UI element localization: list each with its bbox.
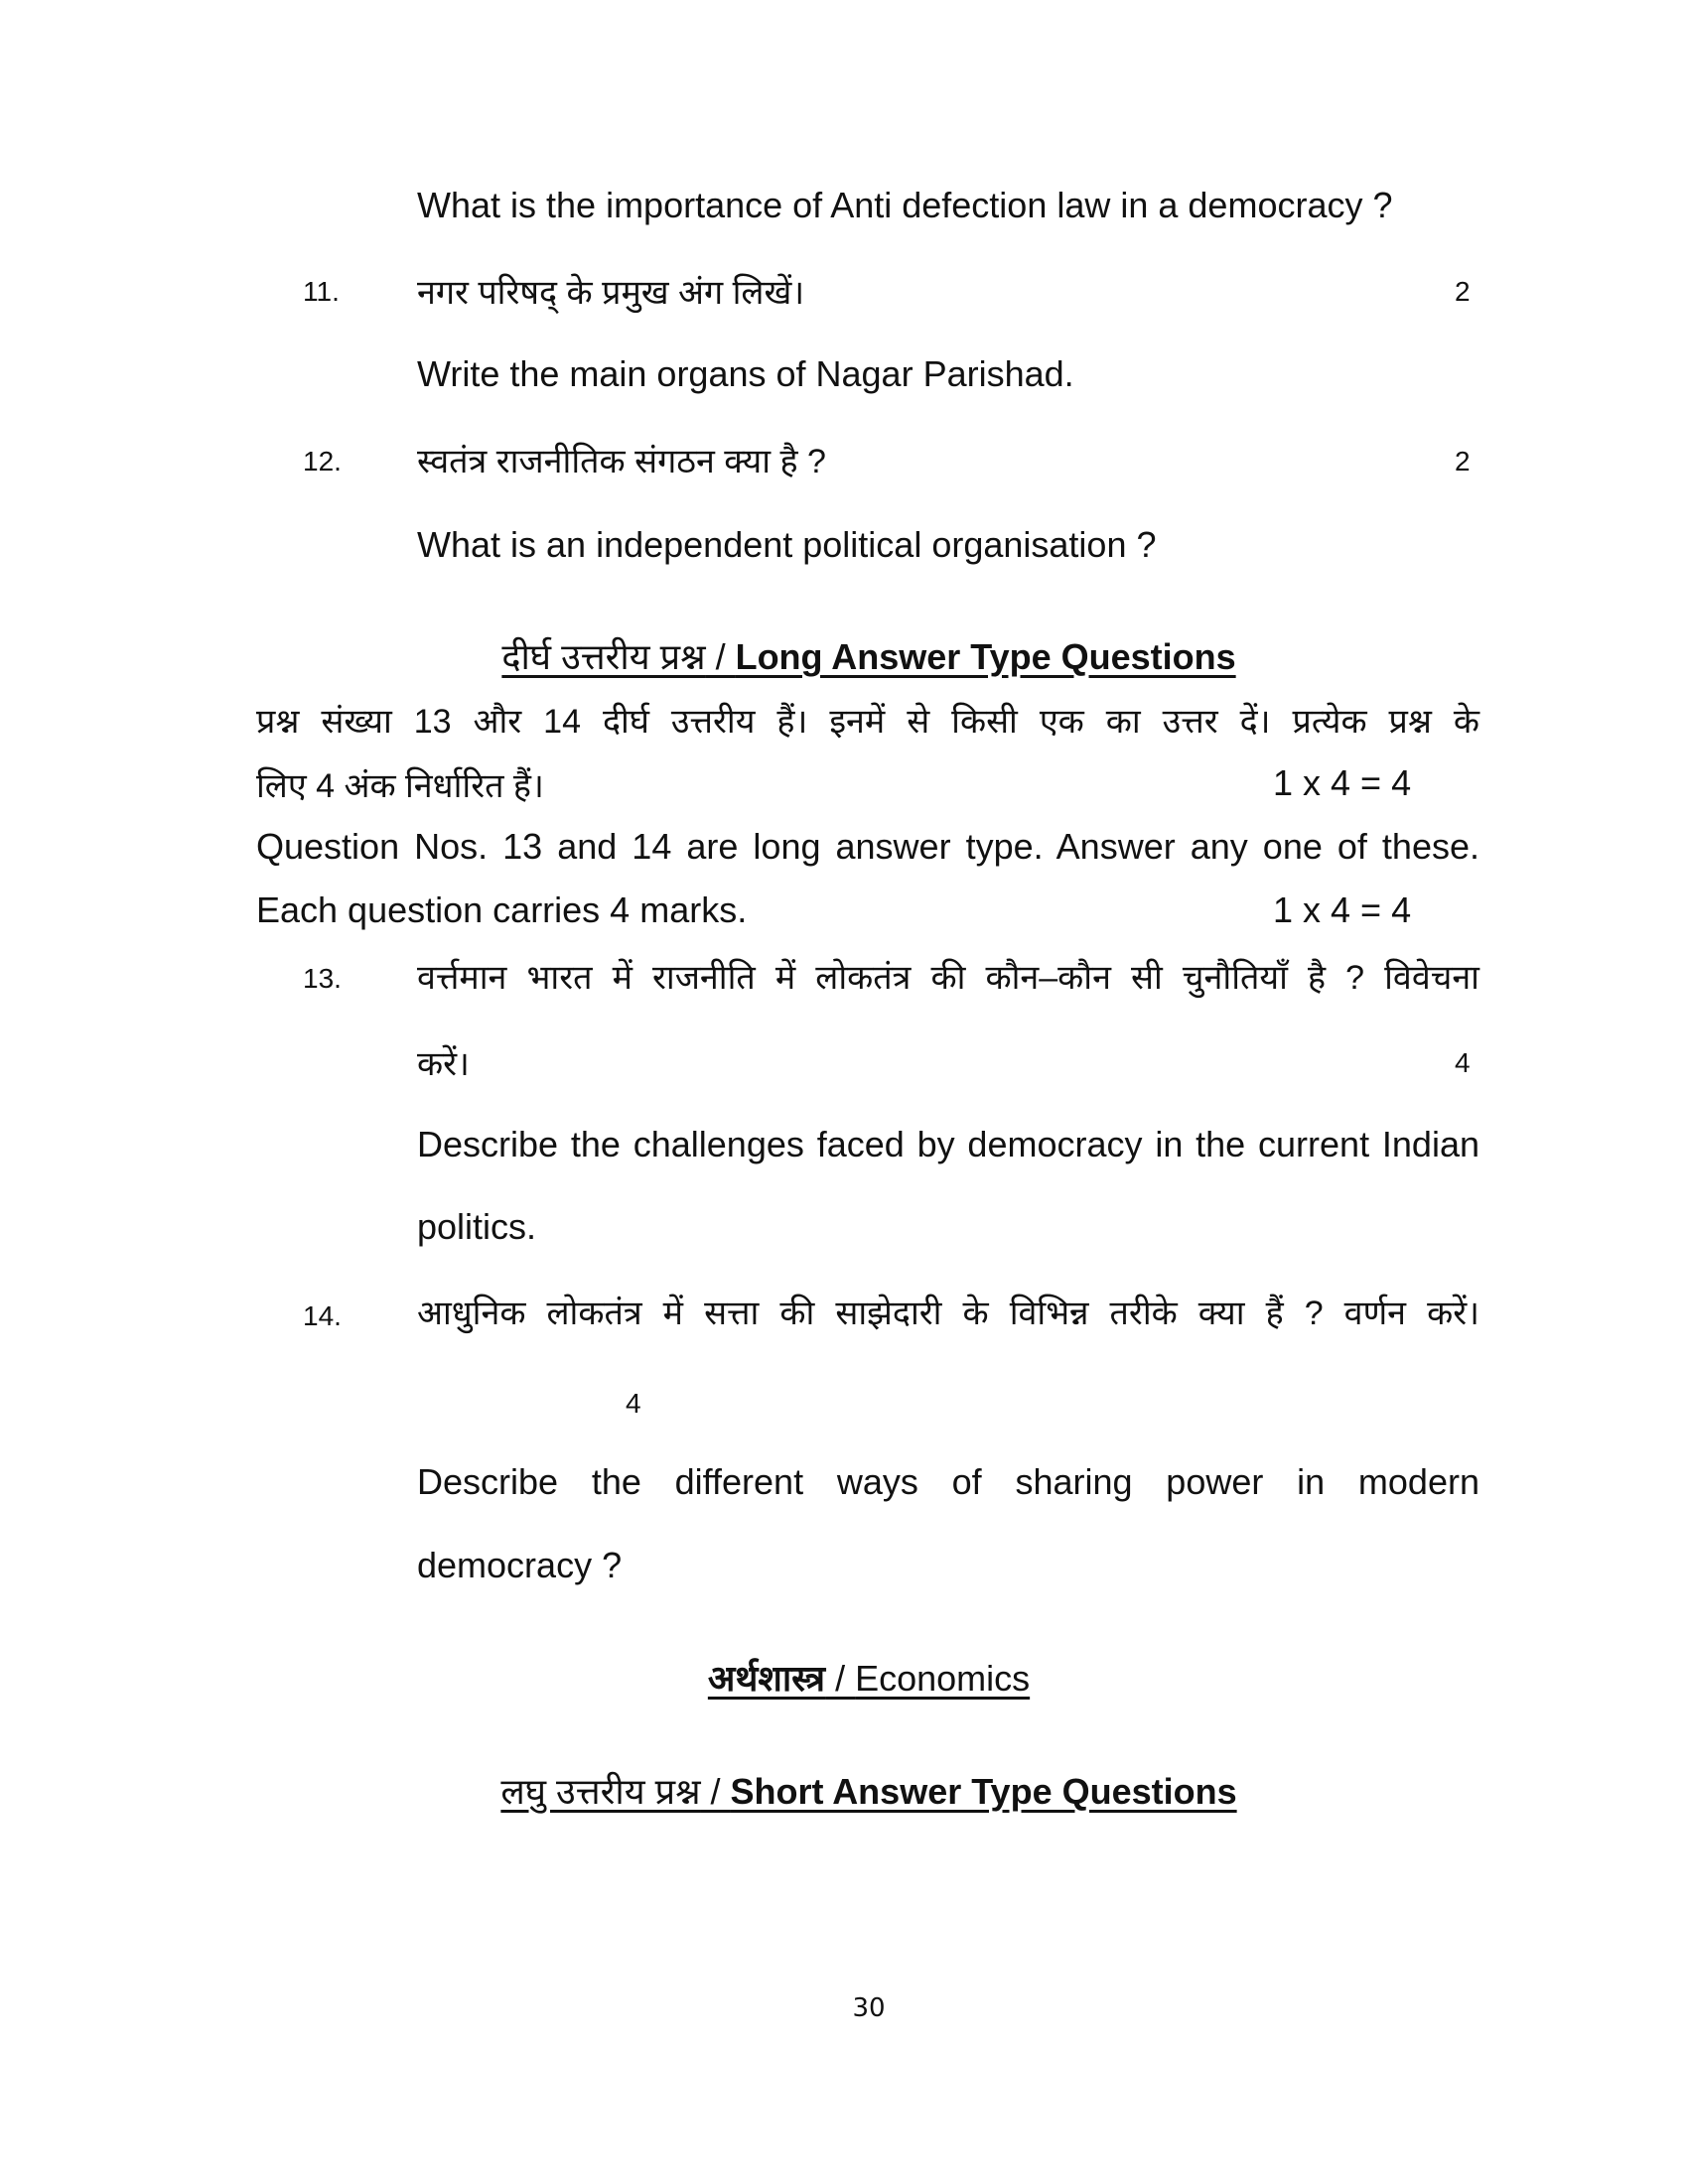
long-instructions-english-line2: Each question carries 4 marks. [256, 889, 748, 930]
q10-english: What is the importance of Anti defection law in a democracy ? [417, 185, 1393, 225]
long-instructions-marks-1: 1 x 4 = 4 [1273, 762, 1412, 803]
economics-heading-separator: / [825, 1658, 856, 1699]
q11-marks: 2 [1455, 276, 1471, 307]
long-instructions-english-line1: Question Nos. 13 and 14 are long answer type. Answer any one of these. [256, 826, 1479, 867]
q14-english-line2: democracy ? [417, 1545, 623, 1585]
long-heading-separator: / [705, 636, 736, 677]
economics-heading-hindi: अर्थशास्त्र [707, 1658, 826, 1699]
q11-english: Write the main organs of Nagar Parishad. [417, 353, 1074, 394]
long-instructions-marks-2: 1 x 4 = 4 [1273, 889, 1412, 930]
q12-hindi: स्वतंत्र राजनीतिक संगठन क्या है ? [417, 443, 826, 480]
q12-number: 12. [303, 446, 342, 477]
long-instructions-hindi-line1: प्रश्न संख्या 13 और 14 दीर्घ उत्तरीय हैं। इनमें से किसी एक का उत्तर दें। प्रत्येक प्रश्न के [256, 703, 1479, 741]
economics-heading-english: Economics [855, 1658, 1031, 1699]
q11-hindi: नगर परिषद् के प्रमुख अंग लिखें। [417, 274, 805, 312]
q13-number: 13. [303, 963, 342, 994]
q14-english-line1: Describe the different ways of sharing power in modern [417, 1461, 1479, 1502]
q13-marks: 4 [1455, 1047, 1471, 1078]
q11-number: 11. [303, 276, 340, 307]
q14-marks: 4 [626, 1388, 641, 1419]
long-heading-english: Long Answer Type Questions [735, 636, 1236, 677]
economics-heading [0, 1653, 1688, 1702]
long-instructions-hindi-line2: लिए 4 अंक निर्धारित हैं। [256, 767, 544, 805]
q13-english-line2: politics. [417, 1206, 537, 1247]
short-answer-heading [0, 1766, 1688, 1815]
q12-english: What is an independent political organisation ? [417, 524, 1157, 565]
short-heading-english: Short Answer Type Questions [730, 1771, 1237, 1812]
long-heading-hindi: दीर्घ उत्तरीय प्रश्न [501, 636, 706, 677]
q13-hindi-line2: करें। [417, 1045, 470, 1083]
q14-hindi: आधुनिक लोकतंत्र में सत्ता की साझेदारी के विभिन्न तरीके क्या हैं ? वर्णन करें। [417, 1295, 1479, 1332]
page-number: 30 [852, 1993, 886, 2023]
short-heading-hindi: लघु उत्तरीय प्रश्न [500, 1771, 701, 1812]
q14-number: 14. [303, 1300, 342, 1331]
q13-english-line1: Describe the challenges faced by democracy in the current Indian [417, 1124, 1479, 1164]
q13-hindi-line1: वर्त्तमान भारत में राजनीति में लोकतंत्र की कौन–कौन सी चुनौतियाँ है ? विवेचना [417, 959, 1479, 997]
short-heading-separator: / [700, 1771, 731, 1812]
long-answer-heading [0, 631, 1688, 680]
q12-marks: 2 [1455, 446, 1471, 477]
